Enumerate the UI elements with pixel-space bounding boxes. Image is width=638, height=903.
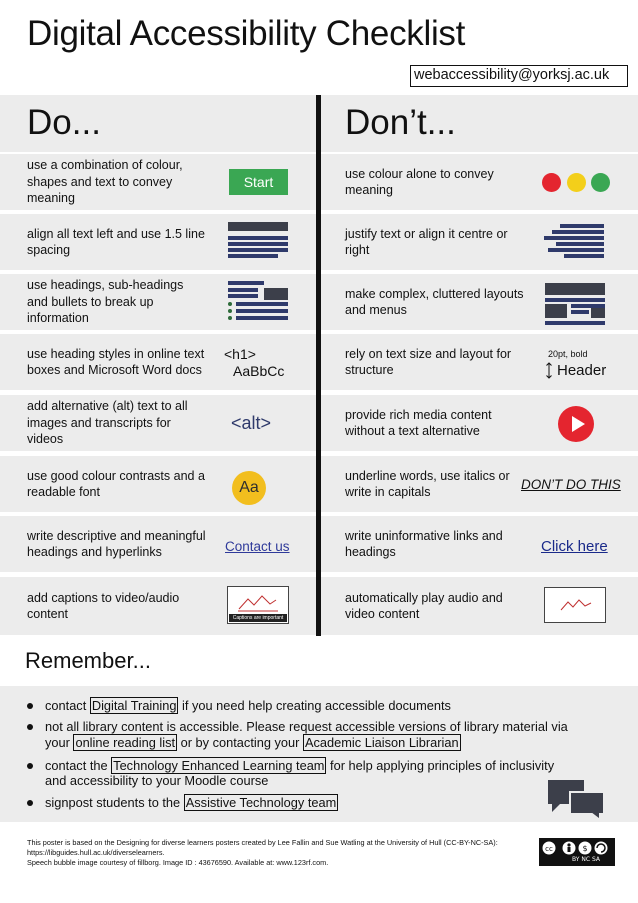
style-preview-example: AaBbCc bbox=[233, 363, 285, 379]
cc-license-badge bbox=[539, 838, 615, 866]
cluttered-layout-icon bbox=[545, 283, 607, 325]
page-title: Digital Accessibility Checklist bbox=[27, 14, 466, 53]
red-dot-icon bbox=[542, 173, 561, 192]
dont-text: write uninformative links and headings bbox=[345, 528, 503, 559]
start-button-example: Start bbox=[229, 169, 288, 195]
text: contact the bbox=[45, 758, 112, 773]
reading-list-link[interactable]: online reading list bbox=[75, 735, 176, 750]
do-text: use heading styles in online text boxes and Microsoft Word docs bbox=[27, 346, 205, 377]
play-icon bbox=[558, 406, 594, 442]
liaison-librarian-link[interactable]: Academic Liaison Librarian bbox=[304, 735, 459, 750]
do-heading-bar bbox=[0, 95, 316, 152]
do-text: add captions to video/audio content bbox=[27, 590, 180, 621]
dont-heading: Don’t... bbox=[345, 103, 456, 142]
do-text: align all text left and use 1.5 line spacing bbox=[27, 226, 205, 257]
text: not all library content is accessible. Please request accessible versions of library material via bbox=[45, 719, 568, 734]
bad-formatting-example: DON’T DO THIS bbox=[521, 477, 621, 492]
alt-tag-example: <alt> bbox=[231, 413, 272, 433]
dont-text: automatically play audio and video content bbox=[345, 590, 503, 621]
do-text: use a combination of colour, shapes and text to convey meaning bbox=[27, 158, 183, 206]
dont-heading-bar bbox=[321, 95, 638, 152]
headings-bullets-icon bbox=[228, 281, 290, 325]
contrast-font-example: Aa bbox=[232, 471, 266, 505]
svg-text:$: $ bbox=[582, 844, 588, 853]
footer-credits bbox=[27, 838, 537, 868]
bullet-icon bbox=[27, 800, 33, 806]
do-row-4 bbox=[0, 334, 316, 390]
dont-text: use colour alone to convey meaning bbox=[345, 166, 494, 197]
email-link[interactable]: webaccessibility@yorksj.ac.uk bbox=[410, 65, 628, 87]
dont-text: provide rich media content without a text alternative bbox=[345, 407, 492, 438]
bullet-icon bbox=[27, 763, 33, 769]
click-here-link-example[interactable]: Click here bbox=[541, 538, 608, 555]
left-aligned-lines-icon bbox=[228, 222, 290, 258]
h1-tag-example: <h1> bbox=[224, 346, 256, 362]
do-text: use headings, sub-headings and bullets to break up information bbox=[27, 278, 184, 326]
remember-heading: Remember... bbox=[25, 648, 151, 673]
do-text: add alternative (alt) text to all images and transcripts for videos bbox=[27, 399, 188, 447]
speech-bubbles-icon bbox=[546, 778, 606, 820]
text: and accessibility to your Moodle course bbox=[45, 773, 269, 788]
footer-line: https://libguides.hull.ac.uk/diverselearners. bbox=[27, 848, 165, 857]
green-dot-icon bbox=[591, 173, 610, 192]
centered-lines-icon bbox=[544, 224, 606, 258]
yellow-dot-icon bbox=[567, 173, 586, 192]
bullet-icon bbox=[27, 703, 33, 709]
do-row-6 bbox=[0, 456, 316, 512]
do-heading: Do... bbox=[27, 103, 101, 142]
text: contact bbox=[45, 698, 90, 713]
dont-text: make complex, cluttered layouts and menus bbox=[345, 286, 524, 317]
text: or by contacting your bbox=[177, 735, 303, 750]
tel-team-link[interactable]: Technology Enhanced Learning team bbox=[113, 758, 325, 773]
footer-line: This poster is based on the Designing for diverse learners posters created by Lee Fallin and Sue Watling at the University of Hull (CC-BY-NC-SA): bbox=[27, 838, 498, 847]
column-divider bbox=[316, 95, 321, 636]
contact-us-link-example[interactable]: Contact us bbox=[225, 539, 290, 554]
footer-line: Speech bubble image courtesy of fillborg. Image ID : 43676590. Available at: www.123rf.com. bbox=[27, 858, 329, 867]
captioned-video-icon bbox=[227, 586, 289, 624]
header-text-example: Header bbox=[557, 362, 607, 379]
autoplay-video-icon bbox=[544, 587, 606, 623]
text: signpost students to the bbox=[45, 795, 184, 810]
digital-training-link[interactable]: Digital Training bbox=[91, 698, 177, 713]
do-text: write descriptive and meaningful headings and hyperlinks bbox=[27, 528, 206, 559]
dont-text: justify text or align it centre or right bbox=[345, 226, 508, 257]
text: if you need help creating accessible documents bbox=[178, 698, 451, 713]
dont-text: rely on text size and layout for structure bbox=[345, 346, 512, 377]
do-text: use good colour contrasts and a readable font bbox=[27, 468, 205, 499]
svg-text:cc: cc bbox=[545, 845, 553, 853]
caption-bar: Captions are important bbox=[229, 614, 287, 622]
dont-text: underline words, use italics or write in capitals bbox=[345, 468, 510, 499]
text: your bbox=[45, 735, 74, 750]
license-label: BY NC SA bbox=[572, 856, 600, 863]
font-size-note: 20pt, bold bbox=[548, 349, 588, 359]
text: for help applying principles of inclusivity bbox=[326, 758, 555, 773]
size-arrow-icon bbox=[546, 362, 551, 378]
bullet-icon bbox=[27, 724, 33, 730]
assistive-tech-link[interactable]: Assistive Technology team bbox=[185, 795, 337, 810]
